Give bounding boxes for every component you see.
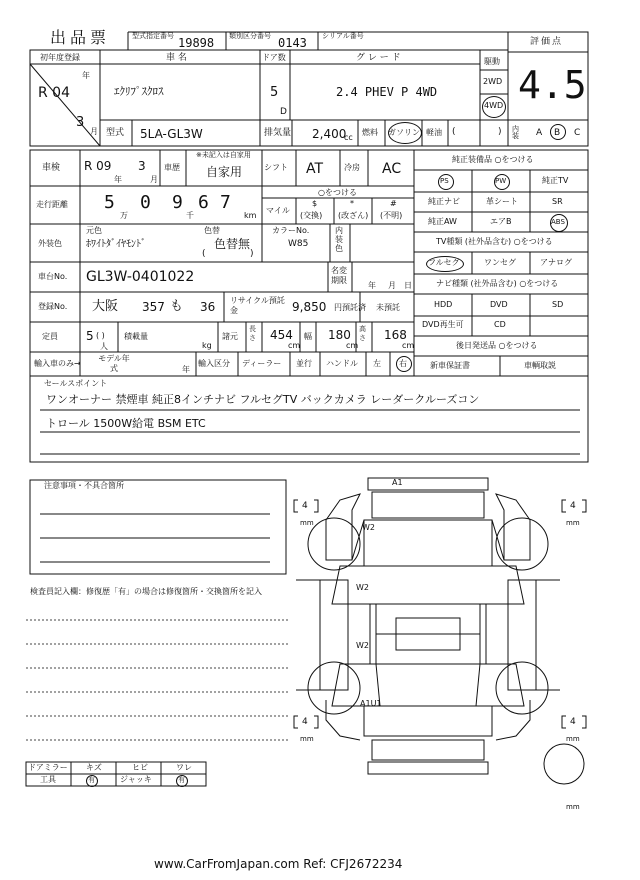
legend-tools: 工具 <box>40 775 56 784</box>
handle-label: ハンドル <box>326 359 358 368</box>
name-change-month: 月 <box>388 281 396 290</box>
oil-paren-close: ) <box>498 127 502 137</box>
ac-value: AC <box>382 161 402 177</box>
nav-title: ナビ種類 (社外品含む) ○をつける <box>436 279 559 288</box>
grade-name: 2.4 PHEV P 4WD <box>336 85 438 99</box>
length-value: 454 <box>270 328 293 342</box>
first-reg-label: 初年度登録 <box>40 53 80 62</box>
oil-paren-open: ( <box>452 127 456 137</box>
later-manual: 車輌取説 <box>524 361 556 370</box>
recycle-amount: 9,850 <box>292 300 327 314</box>
equip-airbag: エアB <box>490 217 512 226</box>
serial-label: シリアル番号 <box>322 32 364 40</box>
exterior-color-label: 外装色 <box>38 239 62 248</box>
model-cert-label: 型式指定番号 <box>132 32 174 40</box>
inspection-month: 3 <box>138 159 146 173</box>
length-label: 長さ <box>249 325 256 342</box>
car-name-label: 車 名 <box>166 53 187 63</box>
fuel-value: ガソリン <box>388 128 420 137</box>
height-label: 高さ <box>359 325 366 342</box>
mileage-mile: マイル <box>266 206 290 215</box>
form-title: 出品票 <box>50 28 111 47</box>
category-label: 類別区分番号 <box>229 32 271 40</box>
tire-fr-depth: 4 <box>570 501 576 511</box>
legend-jack-value: 有 <box>178 776 185 784</box>
tv-fullseg: フルセグ <box>428 258 460 267</box>
inspection-month-unit: 月 <box>150 175 158 184</box>
paint-paren-close: ) <box>250 249 254 259</box>
interior-a: A <box>536 128 543 138</box>
year-unit: 年 <box>82 71 90 80</box>
mileage-digit-1: 5 <box>104 192 115 213</box>
fuel-label: 燃料 <box>362 128 378 137</box>
caution-label: 注意事項・不具合箇所 <box>44 481 124 490</box>
equip-pw: PW <box>495 177 507 185</box>
legend-scratch: キズ <box>86 763 102 772</box>
interior-c: C <box>574 128 581 138</box>
tire-rl-mm: mm <box>300 735 314 743</box>
original-color-label: 元色 <box>86 226 102 235</box>
length-cm: cm <box>288 341 301 350</box>
paint-value: 色替無 <box>214 237 251 251</box>
tv-title: TV種類 (社外品含む) ○をつける <box>436 237 553 246</box>
mileage-sen-unit: 千 <box>186 211 194 220</box>
tire-fl-mm: mm <box>300 519 314 527</box>
legend-tools-value: 有 <box>88 776 95 784</box>
mileage-digit-5: 7 <box>220 192 231 213</box>
registration-number: 36 <box>200 300 216 314</box>
shift-label: シフト <box>264 163 288 172</box>
tv-analog: アナログ <box>540 258 572 267</box>
drive-label: 駆動 <box>484 57 500 66</box>
width-label: 幅 <box>304 332 312 341</box>
nav-hdd: HDD <box>434 300 453 309</box>
equip-leather: 革シート <box>486 197 518 206</box>
inspection-label: 車検 <box>42 163 61 173</box>
model-label: 型式 <box>106 128 125 138</box>
mileage-swap: (交換) <box>300 211 323 220</box>
tire-fl-depth: 4 <box>302 501 308 511</box>
mileage-km-unit: km <box>244 211 257 220</box>
width-cm: cm <box>346 341 359 350</box>
mileage-attach-note: ○をつける <box>318 188 357 197</box>
car-diagram-outline <box>296 478 560 774</box>
selling-points-label: セールスポイント <box>44 379 108 388</box>
later-title: 後日発送品 ○をつける <box>456 341 538 350</box>
category-value: 自家用 <box>206 165 243 179</box>
damage-mark-w2-door2: W2 <box>356 641 369 650</box>
grade-label: 評価点 <box>530 37 564 47</box>
capacity-paren: ( ) <box>96 331 105 340</box>
import-only-label: 輸入車のみ→ <box>34 359 81 368</box>
import-dealer: ディーラー <box>242 359 282 368</box>
nav-sd: SD <box>552 300 564 309</box>
interior-color-label: 内装色 <box>335 226 343 253</box>
handle-left: 左 <box>373 359 381 368</box>
later-warranty: 新車保証書 <box>430 361 470 370</box>
original-color: ﾎﾜｲﾄﾀﾞｲﾔﾓﾝﾄﾞ <box>86 239 146 250</box>
nav-dvd: DVD <box>490 300 508 309</box>
import-div-label: 輸入区分 <box>198 359 230 368</box>
height-value: 168 <box>384 328 407 342</box>
paint-paren-open: ( <box>202 249 206 259</box>
recycle-label: リサイクル預託金 <box>230 296 285 315</box>
cc-unit: cc <box>344 133 353 142</box>
tire-rl-depth: 4 <box>302 717 308 727</box>
equip-aw: 純正AW <box>428 217 457 226</box>
grade-name-label: グ レ ー ド <box>356 53 401 63</box>
equip-navi: 純正ナビ <box>428 197 460 206</box>
name-change-label: 名変期限 <box>331 266 347 285</box>
oil-label: 軽油 <box>426 128 442 137</box>
displacement-label: 排気量 <box>264 128 292 138</box>
import-year-unit: 年 <box>182 365 190 374</box>
name-change-day: 日 <box>404 281 412 290</box>
mileage-tamper-sym: * <box>350 199 354 208</box>
equip-tv: 純正TV <box>542 176 569 185</box>
color-code: W85 <box>288 239 309 249</box>
legend-mirror: ドアミラー <box>28 763 68 772</box>
category-note: ※未記入は自家用 <box>196 151 251 159</box>
width-value: 180 <box>328 328 351 342</box>
mileage-digit-3: 9 <box>172 192 183 213</box>
grade-value: 4.5 <box>518 63 587 107</box>
selling-points-line2: トロール 1500W給電 BSM ETC <box>46 417 206 430</box>
tire-fr-mm: mm <box>566 519 580 527</box>
damage-mark-w2-door1: W2 <box>356 583 369 592</box>
shift-value: AT <box>306 161 324 177</box>
mileage-swap-sym: $ <box>312 199 318 208</box>
recycle-unit: 円預託済 <box>334 303 366 312</box>
tire-rr-depth: 4 <box>570 717 576 727</box>
damage-mark-a1: A1 <box>392 478 403 487</box>
equip-abs: ABS <box>551 218 565 226</box>
doors: 5 <box>270 85 279 100</box>
car-name: ｴｸﾘﾌﾟｽｸﾛｽ <box>114 85 164 98</box>
mileage-unknown: (不明) <box>380 211 403 220</box>
legend-crack: ヒビ <box>132 763 148 772</box>
inspection-year-unit: 年 <box>114 175 122 184</box>
capacity-label: 定員 <box>42 332 58 341</box>
capacity-value: 5 <box>86 329 94 343</box>
mileage-man-unit: 万 <box>120 211 128 220</box>
first-reg-month: 3 <box>76 115 85 130</box>
mileage-digit-2: 0 <box>140 192 151 213</box>
inspector-label: 検査員記入欄：修復歴「有」の場合は修復箇所・交換箇所を記入 <box>30 587 262 596</box>
handle-right: 右 <box>399 359 407 368</box>
load-label: 積載量 <box>124 332 148 341</box>
registration-region: 大阪 <box>92 299 119 314</box>
nav-cd: CD <box>494 320 506 329</box>
nav-dvd-play: DVD再生可 <box>422 320 464 329</box>
paint-label: 色替 <box>204 226 220 235</box>
recycle-not: 未預託 <box>376 303 400 312</box>
registration-label: 登録No. <box>38 302 68 311</box>
category-history-label: 車歴 <box>164 163 180 172</box>
inspection-value: R 09 <box>84 159 112 173</box>
chassis-label: 車台No. <box>38 272 68 281</box>
equip-ps: PS <box>440 177 449 185</box>
registration-kana: も <box>170 299 184 314</box>
spare-tire-mm: mm <box>566 803 580 811</box>
import-parallel: 並行 <box>296 359 312 368</box>
mileage-unknown-sym: # <box>390 199 397 208</box>
chassis-number: GL3W-0401022 <box>86 269 195 285</box>
footer-watermark: www.CarFromJapan.com Ref: CFJ2672234 <box>154 857 403 871</box>
load-kg: kg <box>202 341 212 350</box>
selling-points-line1: ワンオーナー 禁煙車 純正8インチナビ フルセグTV バックカメラ レーダークルーズコン <box>46 393 480 406</box>
ac-label: 冷房 <box>344 163 360 172</box>
damage-mark-a1u1: A1U1 <box>360 699 382 708</box>
tire-rr-mm: mm <box>566 735 580 743</box>
month-unit: 月 <box>90 127 98 136</box>
equipment-title: 純正装備品 ○をつける <box>452 155 534 164</box>
registration-class: 357 <box>142 300 165 314</box>
height-cm: cm <box>402 341 415 350</box>
legend-jack: ジャッキ <box>120 775 152 784</box>
mileage-digit-4: 6 <box>198 192 209 213</box>
interior-label: 内装 <box>512 125 519 140</box>
color-code-label: カラーNo. <box>272 226 310 235</box>
drive-4wd: 4WD <box>484 101 504 110</box>
mileage-label: 走行距離 <box>36 200 68 209</box>
equip-sr: SR <box>552 197 563 206</box>
drive-2wd: 2WD <box>483 77 503 86</box>
doors-label: ドア数 <box>262 53 286 62</box>
mileage-tamper: (改ざん) <box>338 211 369 220</box>
model-cert-no: 19898 <box>178 36 215 50</box>
damage-mark-w2-front: W2 <box>362 523 375 532</box>
tv-oneseg: ワンセグ <box>484 258 516 267</box>
first-reg-era: R 04 <box>38 85 70 101</box>
category-no: 0143 <box>278 36 307 50</box>
interior-b: B <box>554 128 561 138</box>
model-code: 5LA-GL3W <box>140 127 203 141</box>
legend-break: ワレ <box>176 763 192 772</box>
displacement: 2,400 <box>312 127 347 141</box>
name-change-year: 年 <box>368 281 376 290</box>
door-type: D <box>280 107 287 117</box>
capacity-unit: 人 <box>100 342 108 351</box>
dims-label: 諸元 <box>222 332 238 341</box>
model-year-label: モデル年式 <box>98 354 130 373</box>
